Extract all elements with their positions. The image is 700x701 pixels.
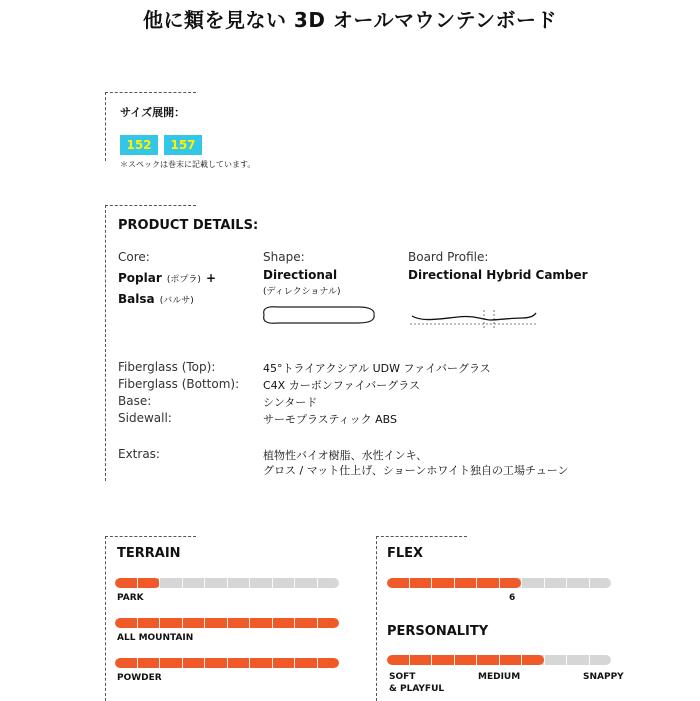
core-line2: Balsa: [118, 292, 155, 306]
size-badges: [120, 134, 208, 155]
flex-heading: FLEX: [387, 546, 424, 561]
shape-sub: (ディレクショナル): [263, 287, 341, 297]
flex-bar: [387, 578, 611, 588]
sizes-heading: サイズ展開：: [120, 106, 186, 119]
size-badge-157[interactable]: 157: [164, 135, 202, 155]
terrain-bar-all-mountain: [115, 618, 339, 628]
sizes-note: ＊スペックは巻末に記載しています。: [120, 160, 256, 169]
extras-line1: 植物性バイオ樹脂、水性インキ、: [263, 449, 428, 462]
personality-heading: PERSONALITY: [387, 624, 489, 639]
extras-line2: グロス / マット仕上げ、ショーンホワイト独自の工場チューン: [263, 464, 569, 477]
profile-value: Directional Hybrid Camber: [408, 268, 588, 282]
details-frame: [105, 205, 196, 481]
spec-value-sidewall: サーモプラスティック ABS: [263, 413, 397, 426]
shape-label: Shape:: [263, 250, 305, 264]
core-value: [118, 268, 216, 310]
size-badge-152[interactable]: 152: [120, 135, 158, 155]
spec-label-fiberglass-bottom: Fiberglass (Bottom):: [118, 377, 240, 391]
flex-value-label: 6: [509, 593, 516, 603]
terrain-label-powder: POWDER: [117, 673, 162, 683]
personality-label-playful: & PLAYFUL: [389, 684, 445, 694]
board-shape-icon: [258, 302, 378, 328]
profile-label: Board Profile:: [408, 250, 489, 264]
spec-label-sidewall: Sidewall:: [118, 411, 172, 425]
terrain-label-all-mountain: ALL MOUNTAIN: [117, 633, 194, 643]
extras-label: Extras:: [118, 447, 160, 461]
terrain-bar-powder: [115, 658, 339, 668]
personality-label-snappy: SNAPPY: [583, 672, 624, 682]
core-line1: Poplar: [118, 271, 162, 285]
spec-label-fiberglass-top: Fiberglass (Top):: [118, 360, 216, 374]
core-label: Core:: [118, 250, 150, 264]
spec-label-base: Base:: [118, 394, 152, 408]
spec-value-fiberglass-bottom: C4X カーボンファイバーグラス: [263, 379, 420, 392]
personality-label-medium: MEDIUM: [478, 672, 521, 682]
details-heading: PRODUCT DETAILS:: [118, 218, 259, 233]
spec-value-fiberglass-top: 45°トライアクシアル UDW ファイバーグラス: [263, 362, 491, 375]
spec-value-base: シンタード: [263, 396, 318, 409]
core-plus: +: [205, 271, 217, 285]
page-title: 他に類を見ない 3D オールマウンテンボード: [142, 8, 558, 32]
terrain-bar-park: [115, 578, 339, 588]
core-line2-sub: (バルサ): [159, 296, 194, 306]
personality-label-soft: SOFT: [389, 672, 416, 682]
board-profile-icon: [408, 304, 540, 334]
terrain-label-park: PARK: [117, 593, 144, 603]
terrain-heading: TERRAIN: [117, 546, 181, 561]
personality-bar: [387, 655, 611, 665]
core-line1-sub: (ポプラ): [166, 275, 201, 285]
shape-value: Directional: [263, 268, 338, 282]
